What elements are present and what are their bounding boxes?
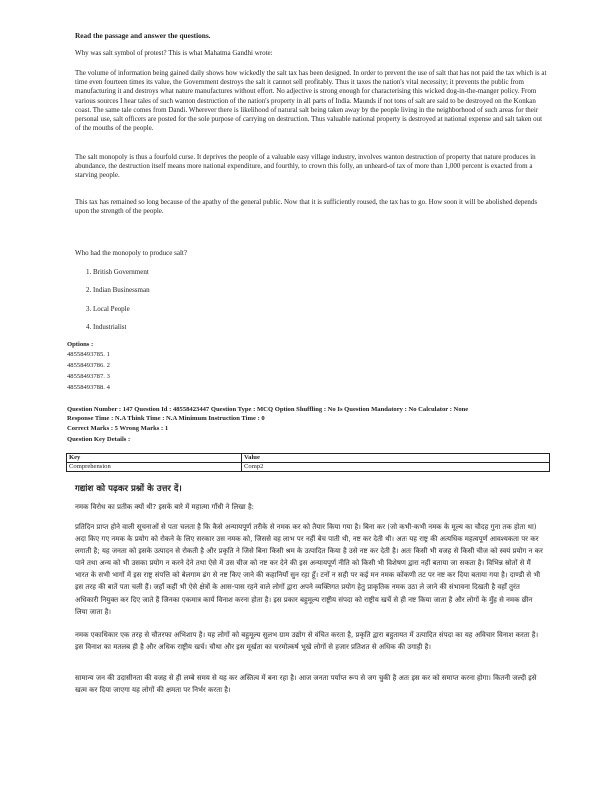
hindi-heading: गद्यांश को पढ़कर प्रश्नों के उत्तर दें। [75, 484, 182, 494]
table-header-key: Key [67, 454, 242, 463]
hindi-intro: नमक विरोध का प्रतीक क्यों थी? इसके बारे में महात्मा गाँधी ने लिखा है: [75, 503, 255, 511]
option-id-1: 48558493785. 1 [67, 351, 110, 358]
table-row [67, 463, 550, 472]
marks-line: Correct Marks : 5 Wrong Marks : 1 [67, 425, 169, 432]
option-id-4: 48558493788. 4 [67, 384, 110, 391]
key-details-table [66, 453, 550, 472]
answer-choice-2: 2. Indian Businessman [86, 286, 150, 294]
passage-heading: Read the passage and answer the questions. [75, 31, 211, 40]
answer-choice-4: 4. Industrialist [86, 323, 127, 331]
table-cell-key: Comprehension [67, 463, 242, 472]
option-id-3: 48558493787. 3 [67, 373, 110, 380]
hindi-paragraph-2: नमक एकाधिकार एक तरह से चौतरफा अभिशाप है। यह लोगों को बहुमूल्य सुलभ ग्राम उद्योग से वंचित करता है, प्रकृति द्वारा बहुतायत में उत्पादित संपदा का यह अविचार विनाश करता है। इस विनाश का मतलब ही है और अधिक राष्ट्रीय खर्च। चौथा और इस मूर्खता का चरमोत्कर्ष भूखे लोगों से हजार प्रतिशत से अधिक की उगाही है। [75, 631, 539, 652]
answer-choice-1: 1. British Government [86, 268, 149, 276]
passage-paragraph-1: The volume of information being gained daily shows how wickedly the salt tax has been designed. In order to prevent the use of salt that has not paid the tax which is at time even fourteen times its value, the Government destroys the salt it cannot sell profitably. Thus it taxes the nation's vital necessity; it prevents the public from manufacturing it and destroys what nature manufactures without effort. No adjective is strong enough for characterising this wicked dog-in-the-manger policy. From various sources I hear tales of such wanton destruction of the nation's property in all parts of India. Maunds if not tons of salt are said to be destroyed on the Konkan coast. The same tale comes from Dandi. Wherever there is likelihood of natural salt being taken away by the people living in the neighborhood of such areas for their personal use, salt officers are posted for the sole purpose of carrying on destruction. Thus valuable national property is destroyed at national expense and salt taken out of the mouths of the people. [75, 69, 547, 133]
question-text: Who had the monopoly to produce salt? [75, 249, 187, 257]
answer-choice-3: 3. Local People [86, 305, 130, 313]
option-id-2: 48558493786. 2 [67, 362, 110, 369]
table-header-value: Value [242, 454, 550, 463]
table-header-row [67, 454, 550, 463]
question-meta-line-1: Question Number : 147 Question Id : 48558423447 Question Type : MCQ Option Shuffling : No Is Question Mandatory : No Calculator : None [67, 406, 469, 413]
passage-paragraph-3: This tax has remained so long because of the apathy of the general public. Now that it is sufficiently roused, the tax has to go. How soon it will be abolished depends upon the strength of the people. [75, 198, 538, 216]
hindi-paragraph-3: सामान्य जन की उदासीनता की वजह से ही लम्बे समय से यह कर अस्तित्व में बना रहा है। आज जनता पर्याप्त रूप से जग चुकी है अतः इस कर को समाप्त करना होगा। कितनी जल्दी इसे खत्म कर दिया जाएगा यह लोगों की क्षमता पर निर्भर करता है। [75, 674, 537, 695]
passage-paragraph-2: The salt monopoly is thus a fourfold curse. It deprives the people of a valuable easy village industry, involves wanton destruction of property that nature produces in abundance, the destruction itself means more national expenditure, and fourthly, to crown this folly, an unheard-of tax of more than 1,000 percent is exacted from a starving people. [75, 153, 536, 180]
options-label: Options : [67, 341, 94, 348]
key-details-label: Question Key Details : [67, 436, 131, 443]
question-meta-line-2: Response Time : N.A Think Time : N.A Minimum Instruction Time : 0 [67, 415, 265, 422]
hindi-paragraph-1: प्रतिदिन प्राप्त होने वाली सूचनाओं से पता चलता है कि कैसे अन्यायपूर्ण तरीके से नमक कर को तैयार किया गया है। बिना कर (जो कभी-कभी नमक के मूल्य का चौदह गुना तक होता था) अदा किए गए नमक के प्रयोग को रोकने के लिए सरकार उस नमक को, जिससे वह लाभ पर नहीं बेच पाती थी, नष्ट कर देती थी। अतः यह राष्ट्र की अत्यधिक महत्वपूर्ण आवश्यकता पर कर लगाती है; यह जनता को इसके उत्पादन से रोकती है और प्रकृति ने जिसे बिना किसी श्रम के उत्पादित किया है उसे नष्ट कर देती है। अतः किसी भी वजह से किसी चीज को स्वयं प्रयोग न कर पाने तथा अन्य को भी उसका प्रयोग न करने देने तथा ऐसे में उस चीज को नष्ट कर देने की इस अन्यायपूर्ण नीति को किसी भी विशेषण द्वारा नहीं बताया जा सकता है। विभिन्न स्रोतों से मैं भारत के सभी भागों में इस राष्ट्र संपत्ति को बेलगाम ढंग से नष्ट किए जाने की कहानियाँ सुन रहा हूँ। टनों न सही पर कई मन नमक कोंकणी तट पर नष्ट कर दिया बताया गया है। दाण्डी से भी इस तरह की बातें पता चली हैं। जहाँ कहीं भी ऐसे क्षेत्रों के आस-पास रहने वाले लोगों द्वारा अपने व्यक्तिगत प्रयोग हेतु प्राकृतिक नमक उठा ले जाने की संभावना दिखती है वहाँ तुरंत अधिकारी नियुक्त कर दिए जाते हैं जिनका एकमात्र कार्य विनाश करना होता है। इस प्रकार बहुमूल्य राष्ट्रीय संपदा को राष्ट्रीय खर्चे से ही नष्ट किया जाता है और लोगों के मुँह से नमक छीन लिया जाता है। [75, 523, 543, 616]
passage-intro: Why was salt symbol of protest? This is what Mahatma Gandhi wrote: [75, 49, 273, 57]
table-cell-value: Comp2 [242, 463, 550, 472]
